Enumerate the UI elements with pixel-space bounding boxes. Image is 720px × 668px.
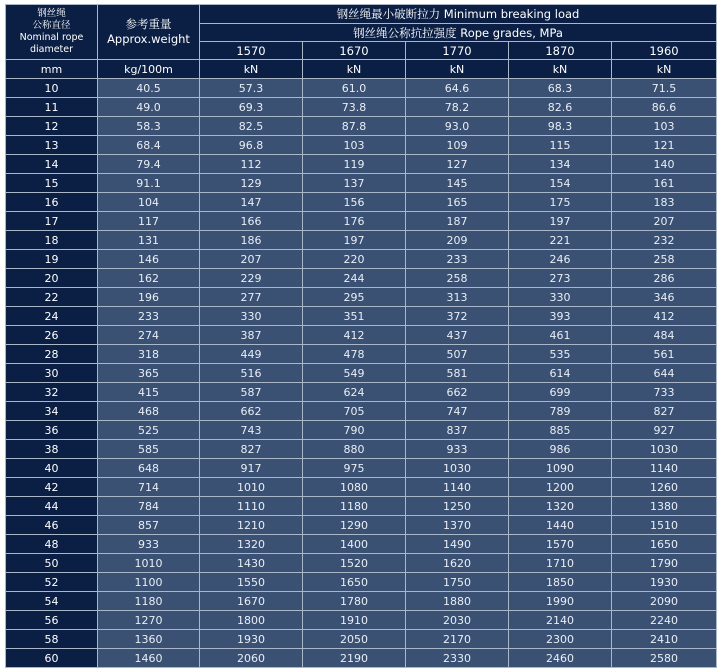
cell-breaking-load: 221	[509, 231, 612, 250]
header-grade-1960: 1960	[612, 42, 717, 60]
cell-breaking-load: 747	[406, 402, 509, 421]
cell-weight: 784	[98, 497, 200, 516]
cell-breaking-load: 1030	[406, 459, 509, 478]
header-nominal-diameter	[6, 5, 98, 60]
cell-breaking-load: 166	[200, 212, 303, 231]
cell-breaking-load: 1260	[612, 478, 717, 497]
cell-breaking-load: 2240	[612, 611, 717, 630]
cell-breaking-load: 2410	[612, 630, 717, 649]
cell-breaking-load: 103	[612, 117, 717, 136]
cell-breaking-load: 975	[303, 459, 406, 478]
cell-breaking-load: 2090	[612, 592, 717, 611]
cell-breaking-load: 1620	[406, 554, 509, 573]
cell-breaking-load: 1200	[509, 478, 612, 497]
cell-diameter: 13	[6, 136, 98, 155]
cell-weight: 1100	[98, 573, 200, 592]
cell-breaking-load: 624	[303, 383, 406, 402]
cell-breaking-load: 96.8	[200, 136, 303, 155]
cell-breaking-load: 885	[509, 421, 612, 440]
cell-weight: 91.1	[98, 174, 200, 193]
table-row	[6, 383, 717, 402]
cell-diameter: 44	[6, 497, 98, 516]
cell-diameter: 34	[6, 402, 98, 421]
cell-breaking-load: 516	[200, 364, 303, 383]
table-row	[6, 649, 717, 668]
cell-breaking-load: 197	[303, 231, 406, 250]
table-row	[6, 212, 717, 231]
table-row	[6, 421, 717, 440]
table-row	[6, 535, 717, 554]
cell-breaking-load: 1990	[509, 592, 612, 611]
cell-breaking-load: 535	[509, 345, 612, 364]
cell-breaking-load: 82.6	[509, 98, 612, 117]
cell-weight: 49.0	[98, 98, 200, 117]
cell-breaking-load: 986	[509, 440, 612, 459]
cell-diameter: 30	[6, 364, 98, 383]
cell-weight: 1360	[98, 630, 200, 649]
cell-weight: 162	[98, 269, 200, 288]
cell-weight: 68.4	[98, 136, 200, 155]
cell-weight: 714	[98, 478, 200, 497]
cell-breaking-load: 1320	[200, 535, 303, 554]
unit-mm: mm	[6, 60, 98, 79]
cell-breaking-load: 1140	[612, 459, 717, 478]
cell-breaking-load: 286	[612, 269, 717, 288]
cell-breaking-load: 1750	[406, 573, 509, 592]
cell-breaking-load: 351	[303, 307, 406, 326]
cell-weight: 117	[98, 212, 200, 231]
cell-breaking-load: 176	[303, 212, 406, 231]
cell-weight: 274	[98, 326, 200, 345]
header-weight-zh: 参考重量	[125, 17, 172, 31]
cell-breaking-load: 393	[509, 307, 612, 326]
cell-breaking-load: 880	[303, 440, 406, 459]
cell-diameter: 36	[6, 421, 98, 440]
cell-breaking-load: 197	[509, 212, 612, 231]
cell-breaking-load: 412	[303, 326, 406, 345]
cell-breaking-load: 86.6	[612, 98, 717, 117]
cell-diameter: 60	[6, 649, 98, 668]
cell-breaking-load: 207	[200, 250, 303, 269]
cell-breaking-load: 662	[200, 402, 303, 421]
cell-breaking-load: 82.5	[200, 117, 303, 136]
cell-breaking-load: 789	[509, 402, 612, 421]
header-diameter-en1: Nominal rope	[19, 32, 84, 43]
cell-breaking-load: 1400	[303, 535, 406, 554]
cell-breaking-load: 2060	[200, 649, 303, 668]
cell-weight: 196	[98, 288, 200, 307]
cell-breaking-load: 1930	[200, 630, 303, 649]
cell-breaking-load: 258	[612, 250, 717, 269]
cell-breaking-load: 587	[200, 383, 303, 402]
cell-breaking-load: 156	[303, 193, 406, 212]
cell-breaking-load: 1780	[303, 592, 406, 611]
cell-breaking-load: 71.5	[612, 79, 717, 98]
cell-breaking-load: 73.8	[303, 98, 406, 117]
cell-breaking-load: 790	[303, 421, 406, 440]
cell-breaking-load: 549	[303, 364, 406, 383]
cell-breaking-load: 232	[612, 231, 717, 250]
cell-diameter: 38	[6, 440, 98, 459]
cell-breaking-load: 78.2	[406, 98, 509, 117]
cell-breaking-load: 1090	[509, 459, 612, 478]
table-row	[6, 497, 717, 516]
cell-breaking-load: 927	[612, 421, 717, 440]
cell-weight: 585	[98, 440, 200, 459]
cell-weight: 1010	[98, 554, 200, 573]
cell-breaking-load: 1030	[612, 440, 717, 459]
cell-breaking-load: 147	[200, 193, 303, 212]
cell-diameter: 50	[6, 554, 98, 573]
cell-diameter: 56	[6, 611, 98, 630]
cell-breaking-load: 103	[303, 136, 406, 155]
table-row	[6, 611, 717, 630]
cell-breaking-load: 129	[200, 174, 303, 193]
cell-weight: 468	[98, 402, 200, 421]
cell-diameter: 14	[6, 155, 98, 174]
cell-breaking-load: 273	[509, 269, 612, 288]
cell-weight: 40.5	[98, 79, 200, 98]
unit-kg-per-100m: kg/100m	[98, 60, 200, 79]
cell-breaking-load: 478	[303, 345, 406, 364]
cell-breaking-load: 140	[612, 155, 717, 174]
cell-breaking-load: 1140	[406, 478, 509, 497]
cell-diameter: 12	[6, 117, 98, 136]
cell-breaking-load: 1650	[612, 535, 717, 554]
cell-breaking-load: 1010	[200, 478, 303, 497]
header-approx-weight	[98, 5, 200, 60]
cell-weight: 1460	[98, 649, 200, 668]
cell-breaking-load: 1440	[509, 516, 612, 535]
cell-diameter: 48	[6, 535, 98, 554]
cell-breaking-load: 449	[200, 345, 303, 364]
cell-breaking-load: 1110	[200, 497, 303, 516]
cell-diameter: 24	[6, 307, 98, 326]
cell-breaking-load: 1370	[406, 516, 509, 535]
table-row	[6, 459, 717, 478]
cell-breaking-load: 1850	[509, 573, 612, 592]
cell-diameter: 52	[6, 573, 98, 592]
rope-spec-table	[5, 4, 717, 668]
cell-breaking-load: 165	[406, 193, 509, 212]
cell-weight: 415	[98, 383, 200, 402]
cell-breaking-load: 1290	[303, 516, 406, 535]
cell-breaking-load: 733	[612, 383, 717, 402]
cell-breaking-load: 1550	[200, 573, 303, 592]
cell-breaking-load: 69.3	[200, 98, 303, 117]
cell-breaking-load: 1790	[612, 554, 717, 573]
cell-breaking-load: 277	[200, 288, 303, 307]
cell-breaking-load: 137	[303, 174, 406, 193]
table-row	[6, 193, 717, 212]
header-grade-1770: 1770	[406, 42, 509, 60]
cell-weight: 233	[98, 307, 200, 326]
cell-breaking-load: 1650	[303, 573, 406, 592]
cell-breaking-load: 258	[406, 269, 509, 288]
cell-breaking-load: 1430	[200, 554, 303, 573]
header-diameter-en2: diameter	[29, 44, 74, 55]
cell-diameter: 15	[6, 174, 98, 193]
cell-breaking-load: 1880	[406, 592, 509, 611]
cell-breaking-load: 2170	[406, 630, 509, 649]
cell-weight: 146	[98, 250, 200, 269]
cell-breaking-load: 484	[612, 326, 717, 345]
cell-diameter: 18	[6, 231, 98, 250]
cell-breaking-load: 295	[303, 288, 406, 307]
table-row	[6, 516, 717, 535]
cell-breaking-load: 57.3	[200, 79, 303, 98]
cell-breaking-load: 437	[406, 326, 509, 345]
cell-breaking-load: 662	[406, 383, 509, 402]
cell-breaking-load: 743	[200, 421, 303, 440]
unit-kn: kN	[200, 60, 303, 79]
cell-breaking-load: 109	[406, 136, 509, 155]
table-row	[6, 307, 717, 326]
cell-breaking-load: 372	[406, 307, 509, 326]
cell-breaking-load: 1080	[303, 478, 406, 497]
cell-breaking-load: 2190	[303, 649, 406, 668]
cell-diameter: 10	[6, 79, 98, 98]
unit-kn: kN	[303, 60, 406, 79]
cell-breaking-load: 112	[200, 155, 303, 174]
cell-breaking-load: 1930	[612, 573, 717, 592]
header-grade-1570: 1570	[200, 42, 303, 60]
cell-breaking-load: 330	[200, 307, 303, 326]
table-row	[6, 269, 717, 288]
cell-breaking-load: 827	[612, 402, 717, 421]
cell-weight: 79.4	[98, 155, 200, 174]
cell-diameter: 46	[6, 516, 98, 535]
cell-weight: 933	[98, 535, 200, 554]
cell-diameter: 54	[6, 592, 98, 611]
cell-breaking-load: 244	[303, 269, 406, 288]
table-row	[6, 554, 717, 573]
cell-breaking-load: 68.3	[509, 79, 612, 98]
cell-breaking-load: 1180	[303, 497, 406, 516]
cell-diameter: 19	[6, 250, 98, 269]
header-diameter-zh2: 公称直径	[32, 20, 71, 31]
cell-breaking-load: 93.0	[406, 117, 509, 136]
table-row	[6, 231, 717, 250]
cell-breaking-load: 134	[509, 155, 612, 174]
table-row	[6, 326, 717, 345]
cell-breaking-load: 183	[612, 193, 717, 212]
table-row	[6, 117, 717, 136]
cell-breaking-load: 229	[200, 269, 303, 288]
cell-breaking-load: 87.8	[303, 117, 406, 136]
cell-diameter: 22	[6, 288, 98, 307]
cell-breaking-load: 705	[303, 402, 406, 421]
cell-breaking-load: 699	[509, 383, 612, 402]
cell-weight: 104	[98, 193, 200, 212]
cell-breaking-load: 461	[509, 326, 612, 345]
cell-weight: 1270	[98, 611, 200, 630]
cell-breaking-load: 1910	[303, 611, 406, 630]
unit-kn: kN	[509, 60, 612, 79]
cell-breaking-load: 2460	[509, 649, 612, 668]
cell-weight: 365	[98, 364, 200, 383]
table-row	[6, 440, 717, 459]
cell-breaking-load: 2300	[509, 630, 612, 649]
cell-breaking-load: 187	[406, 212, 509, 231]
table-row	[6, 136, 717, 155]
cell-breaking-load: 145	[406, 174, 509, 193]
table-row	[6, 174, 717, 193]
cell-breaking-load: 837	[406, 421, 509, 440]
cell-breaking-load: 561	[612, 345, 717, 364]
cell-breaking-load: 233	[406, 250, 509, 269]
cell-breaking-load: 1210	[200, 516, 303, 535]
cell-breaking-load: 614	[509, 364, 612, 383]
cell-breaking-load: 346	[612, 288, 717, 307]
header-minimum-breaking-load: 钢丝绳最小破断拉力 Minimum breaking load	[200, 5, 717, 24]
cell-diameter: 42	[6, 478, 98, 497]
cell-breaking-load: 98.3	[509, 117, 612, 136]
cell-breaking-load: 1250	[406, 497, 509, 516]
table-row	[6, 79, 717, 98]
cell-weight: 1180	[98, 592, 200, 611]
cell-breaking-load: 507	[406, 345, 509, 364]
cell-diameter: 26	[6, 326, 98, 345]
cell-breaking-load: 175	[509, 193, 612, 212]
cell-diameter: 28	[6, 345, 98, 364]
cell-breaking-load: 2330	[406, 649, 509, 668]
cell-breaking-load: 644	[612, 364, 717, 383]
table-row	[6, 364, 717, 383]
table-row	[6, 98, 717, 117]
table-row	[6, 592, 717, 611]
cell-weight: 58.3	[98, 117, 200, 136]
table-row	[6, 402, 717, 421]
cell-diameter: 17	[6, 212, 98, 231]
cell-breaking-load: 1490	[406, 535, 509, 554]
header-grade-1870: 1870	[509, 42, 612, 60]
cell-breaking-load: 2050	[303, 630, 406, 649]
header-diameter-zh1: 钢丝绳	[37, 8, 66, 19]
table-row	[6, 288, 717, 307]
cell-diameter: 32	[6, 383, 98, 402]
table-row	[6, 573, 717, 592]
cell-breaking-load: 827	[200, 440, 303, 459]
cell-breaking-load: 1670	[200, 592, 303, 611]
cell-breaking-load: 1510	[612, 516, 717, 535]
cell-diameter: 20	[6, 269, 98, 288]
table-body	[6, 79, 717, 668]
rope-spec-table-container	[5, 4, 716, 668]
table-row	[6, 478, 717, 497]
unit-kn: kN	[612, 60, 717, 79]
cell-breaking-load: 1380	[612, 497, 717, 516]
cell-breaking-load: 127	[406, 155, 509, 174]
cell-breaking-load: 209	[406, 231, 509, 250]
cell-breaking-load: 2030	[406, 611, 509, 630]
cell-breaking-load: 917	[200, 459, 303, 478]
cell-breaking-load: 161	[612, 174, 717, 193]
cell-breaking-load: 1520	[303, 554, 406, 573]
cell-breaking-load: 246	[509, 250, 612, 269]
cell-breaking-load: 61.0	[303, 79, 406, 98]
cell-weight: 131	[98, 231, 200, 250]
cell-breaking-load: 1570	[509, 535, 612, 554]
cell-breaking-load: 119	[303, 155, 406, 174]
cell-breaking-load: 1710	[509, 554, 612, 573]
cell-breaking-load: 2140	[509, 611, 612, 630]
cell-breaking-load: 933	[406, 440, 509, 459]
cell-diameter: 40	[6, 459, 98, 478]
header-grade-1670: 1670	[303, 42, 406, 60]
table-row	[6, 345, 717, 364]
cell-breaking-load: 2580	[612, 649, 717, 668]
cell-weight: 318	[98, 345, 200, 364]
cell-diameter: 11	[6, 98, 98, 117]
cell-breaking-load: 154	[509, 174, 612, 193]
cell-weight: 525	[98, 421, 200, 440]
cell-breaking-load: 64.6	[406, 79, 509, 98]
cell-breaking-load: 330	[509, 288, 612, 307]
cell-breaking-load: 115	[509, 136, 612, 155]
cell-breaking-load: 121	[612, 136, 717, 155]
cell-breaking-load: 1320	[509, 497, 612, 516]
cell-weight: 857	[98, 516, 200, 535]
unit-kn: kN	[406, 60, 509, 79]
cell-breaking-load: 581	[406, 364, 509, 383]
table-row	[6, 155, 717, 174]
header-weight-en: Approx.weight	[107, 32, 190, 46]
cell-breaking-load: 387	[200, 326, 303, 345]
table-row	[6, 250, 717, 269]
cell-breaking-load: 412	[612, 307, 717, 326]
cell-breaking-load: 1800	[200, 611, 303, 630]
header-rope-grades: 钢丝绳公称抗拉强度 Rope grades, MPa	[200, 24, 717, 42]
cell-breaking-load: 313	[406, 288, 509, 307]
cell-breaking-load: 186	[200, 231, 303, 250]
table-row	[6, 630, 717, 649]
cell-weight: 648	[98, 459, 200, 478]
cell-diameter: 16	[6, 193, 98, 212]
cell-breaking-load: 207	[612, 212, 717, 231]
cell-breaking-load: 220	[303, 250, 406, 269]
cell-diameter: 58	[6, 630, 98, 649]
